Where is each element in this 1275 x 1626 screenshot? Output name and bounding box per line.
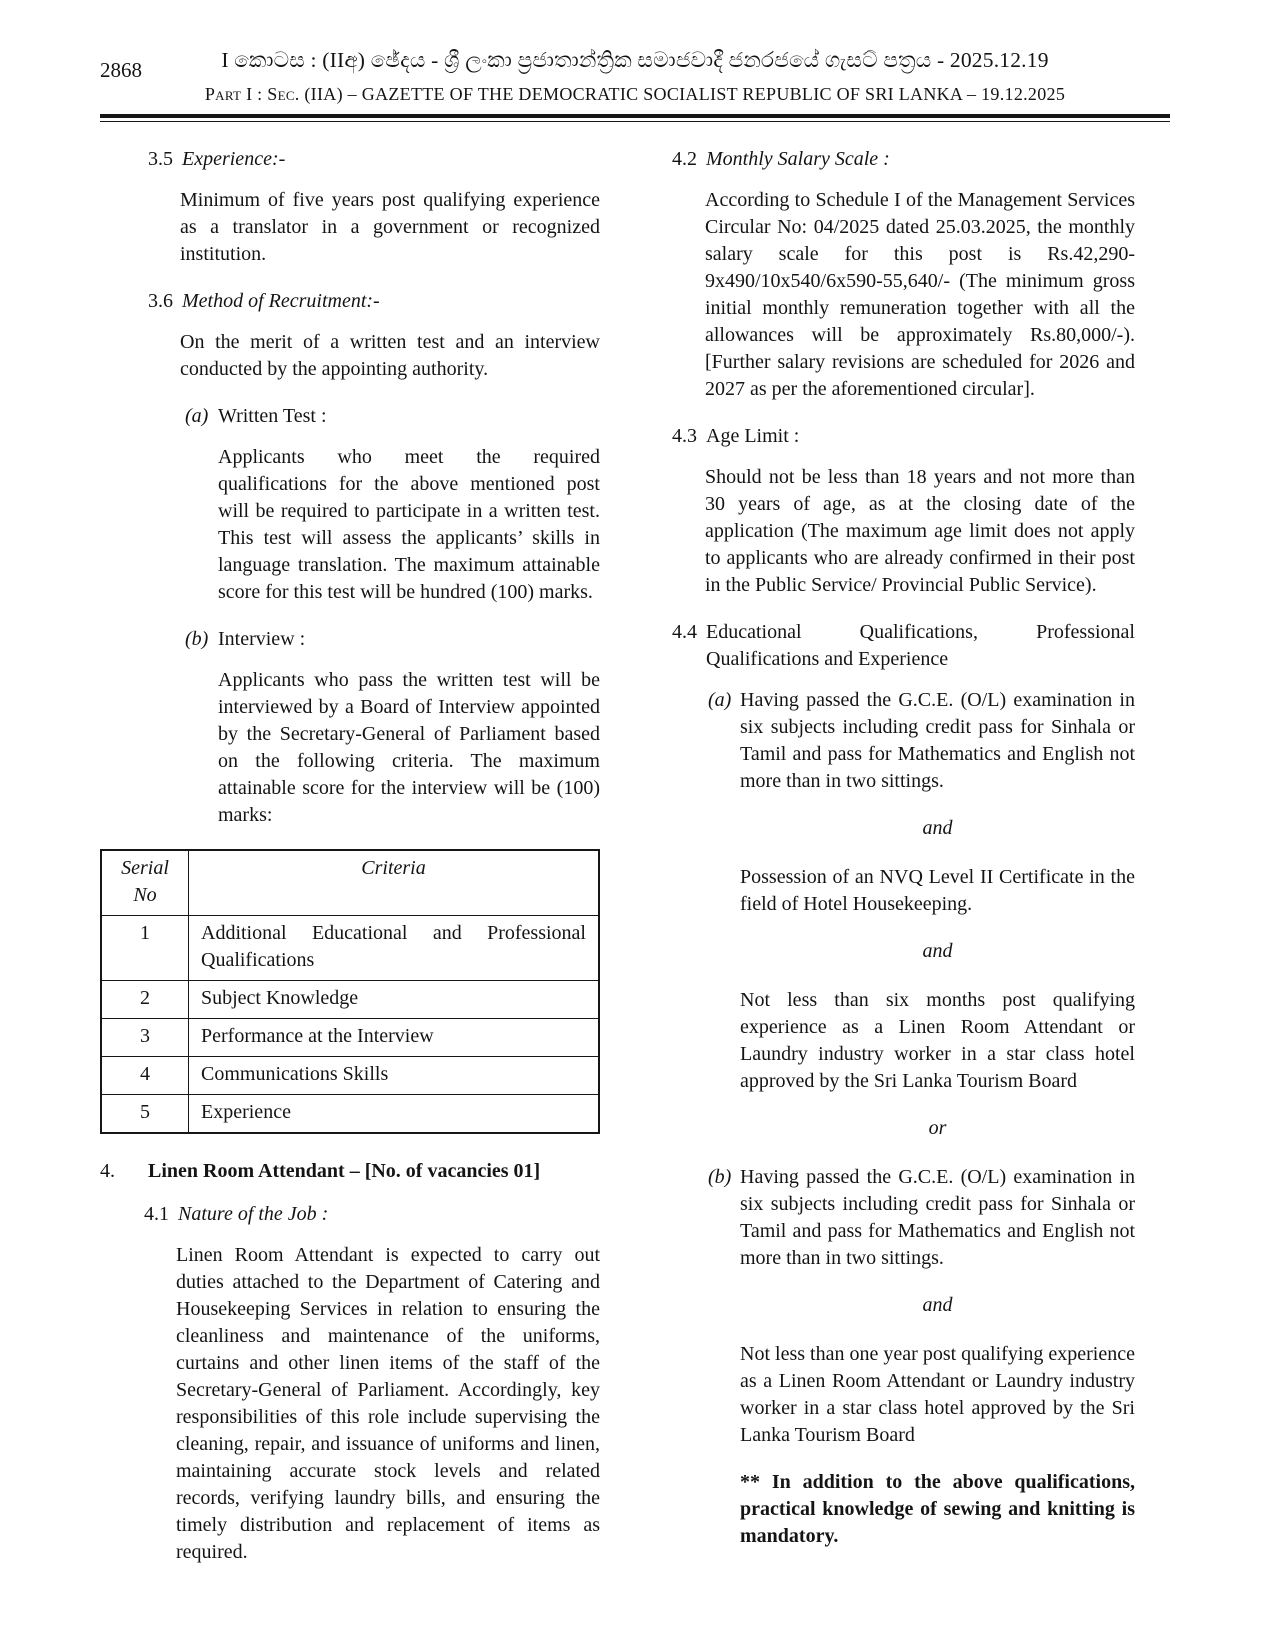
section-3-5-heading [100,146,600,173]
section-number: 4. [100,1160,115,1183]
section-title: Educational Qualifications, Professional Qualifications and Experience [706,621,1135,671]
criteria-table-header-row [101,850,599,916]
section-title: Experience:- [182,148,286,171]
section-title: Linen Room Attendant – [No. of vacancies 01] [148,1160,541,1183]
serial-cell: 3 [101,1019,189,1057]
item-label: (b) [185,628,209,651]
section-3-6-paragraph: On the merit of a written test and an interview conducted by the appointing authority. [180,331,600,381]
criteria-cell: Communications Skills [189,1057,600,1095]
section-title: Nature of the Job : [178,1203,329,1226]
document-body [100,122,1170,1586]
table-row [101,981,599,1019]
serial-cell: 4 [101,1057,189,1095]
serial-cell: 1 [101,916,189,981]
section-number: 3.6 [148,290,173,313]
column-header-criteria: Criteria [189,850,600,916]
gazette-title-english: Part I : Sec. (IIA) – GAZETTE OF THE DEMOCRATIC SOCIALIST REPUBLIC OF SRI LANKA – 19.12.2025 [204,84,1066,105]
criteria-cell: Experience [189,1095,600,1134]
mandatory-note: ** In addition to the above qualifications, practical knowledge of sewing and knitting is mandatory. [740,1471,1135,1548]
column-header-serial-no: Serial No [101,850,189,916]
item-title: Written Test : [218,405,327,428]
right-column [655,146,1135,1586]
qualification-a-item [655,687,1135,795]
gazette-title-sinhala: I කොටස : (IIඅ) ඡේදය - ශ්‍රී ලංකා ප්‍රජාතාන්ත්‍රික සමාජවාදී ජනරජයේ ගැසට් පත්‍රය - 2025.12.19 [221,48,1049,72]
item-label: (a) [185,405,209,428]
interview-heading [100,626,600,653]
interview-paragraph: Applicants who pass the written test will be interviewed by a Board of Interview appointed by the Secretary-General of Parliament based on the following criteria. The maximum attainable score for the interview will be (100) marks: [218,669,600,827]
conjunction-and: and [922,817,953,840]
item-text: Having passed the G.C.E. (O/L) examination in six subjects including credit pass for Sinhala or Tamil and pass for Mathematics and English not more than in two sittings. [740,689,1135,793]
table-row [101,916,599,981]
six-months-experience-paragraph: Not less than six months post qualifying experience as a Linen Room Attendant or Laundry industry worker in a star class hotel approved by the Sri Lanka Tourism Board [740,989,1135,1093]
table-row [101,1057,599,1095]
section-4-3-paragraph: Should not be less than 18 years and not more than 30 years of age, as at the closing date of the application (The maximum age limit does not apply to applicants who are already confirmed in their post in the Public Service/ Provincial Public Service). [705,466,1135,597]
section-number: 4.4 [672,621,697,644]
criteria-cell: Additional Educational and Professional Qualifications [189,916,600,981]
section-title: Monthly Salary Scale : [706,148,890,171]
qualification-b-item [655,1164,1135,1272]
section-4-2-heading [655,146,1135,173]
section-4-4-heading [655,619,1135,673]
section-number: 4.3 [672,425,697,448]
item-label: (a) [708,689,732,712]
serial-cell: 5 [101,1095,189,1134]
criteria-cell: Performance at the Interview [189,1019,600,1057]
section-4-2-paragraph: According to Schedule I of the Management Services Circular No: 04/2025 dated 25.03.2025, the monthly salary scale for this post is Rs.42,290-9x490/10x540/6x590-55,640/- (The minimum gross initial monthly remuneration together with all the allowances will be approximately Rs.80,000/-). [Further salary revisions are scheduled for 2026 and 2027 as per the aforementioned circular]. [705,189,1135,401]
written-test-heading [100,403,600,430]
conjunction-and: and [922,940,953,963]
serial-cell: 2 [101,981,189,1019]
page-header [100,46,1170,122]
written-test-paragraph: Applicants who meet the required qualifications for the above mentioned post will be required to participate in a written test. This test will assess the applicants’ skills in language translation. The maximum attainable score for this test will be hundred (100) marks. [218,446,600,604]
section-title: Age Limit : [706,425,800,448]
one-year-experience-paragraph: Not less than one year post qualifying experience as a Linen Room Attendant or Laundry industry worker in a star class hotel approved by the Sri Lanka Tourism Board [740,1343,1135,1447]
header-rule [100,114,1170,122]
section-4-3-heading [655,423,1135,450]
criteria-table [100,849,600,1134]
nvq-certificate-paragraph: Possession of an NVQ Level II Certificate in the field of Hotel Housekeeping. [740,866,1135,916]
section-number: 4.1 [144,1203,169,1226]
item-label: (b) [708,1166,732,1189]
section-4-1-paragraph: Linen Room Attendant is expected to carry out duties attached to the Department of Catering and Housekeeping Services in relation to ensuring the cleanliness and maintenance of the uniforms, curtains and other linen items of the staff of the Secretary-General of Parliament. Accordingly, key responsibilities of this role include supervising the cleaning, repair, and issuance of uniforms and linen, maintaining accurate stock levels and related records, verifying laundry bills, and ensuring the timely distribution and replacement of items as required. [176,1244,600,1564]
conjunction-or: or [928,1117,947,1140]
section-4-1-heading [100,1201,600,1228]
page-number: 2868 [100,58,142,82]
header-titles [100,46,1170,106]
section-number: 4.2 [672,148,697,171]
section-title: Method of Recruitment:- [182,290,380,313]
section-3-5-paragraph: Minimum of five years post qualifying experience as a translator in a government or recognized institution. [180,189,600,266]
criteria-cell: Subject Knowledge [189,981,600,1019]
table-row [101,1019,599,1057]
item-title: Interview : [218,628,306,651]
conjunction-and: and [922,1294,953,1317]
left-column [100,146,600,1586]
item-text: Having passed the G.C.E. (O/L) examination in six subjects including credit pass for Sinhala or Tamil and pass for Mathematics and English not more than in two sittings. [740,1166,1135,1270]
section-number: 3.5 [148,148,173,171]
section-3-6-heading [100,288,600,315]
table-row [101,1095,599,1134]
section-4-heading [100,1158,600,1185]
